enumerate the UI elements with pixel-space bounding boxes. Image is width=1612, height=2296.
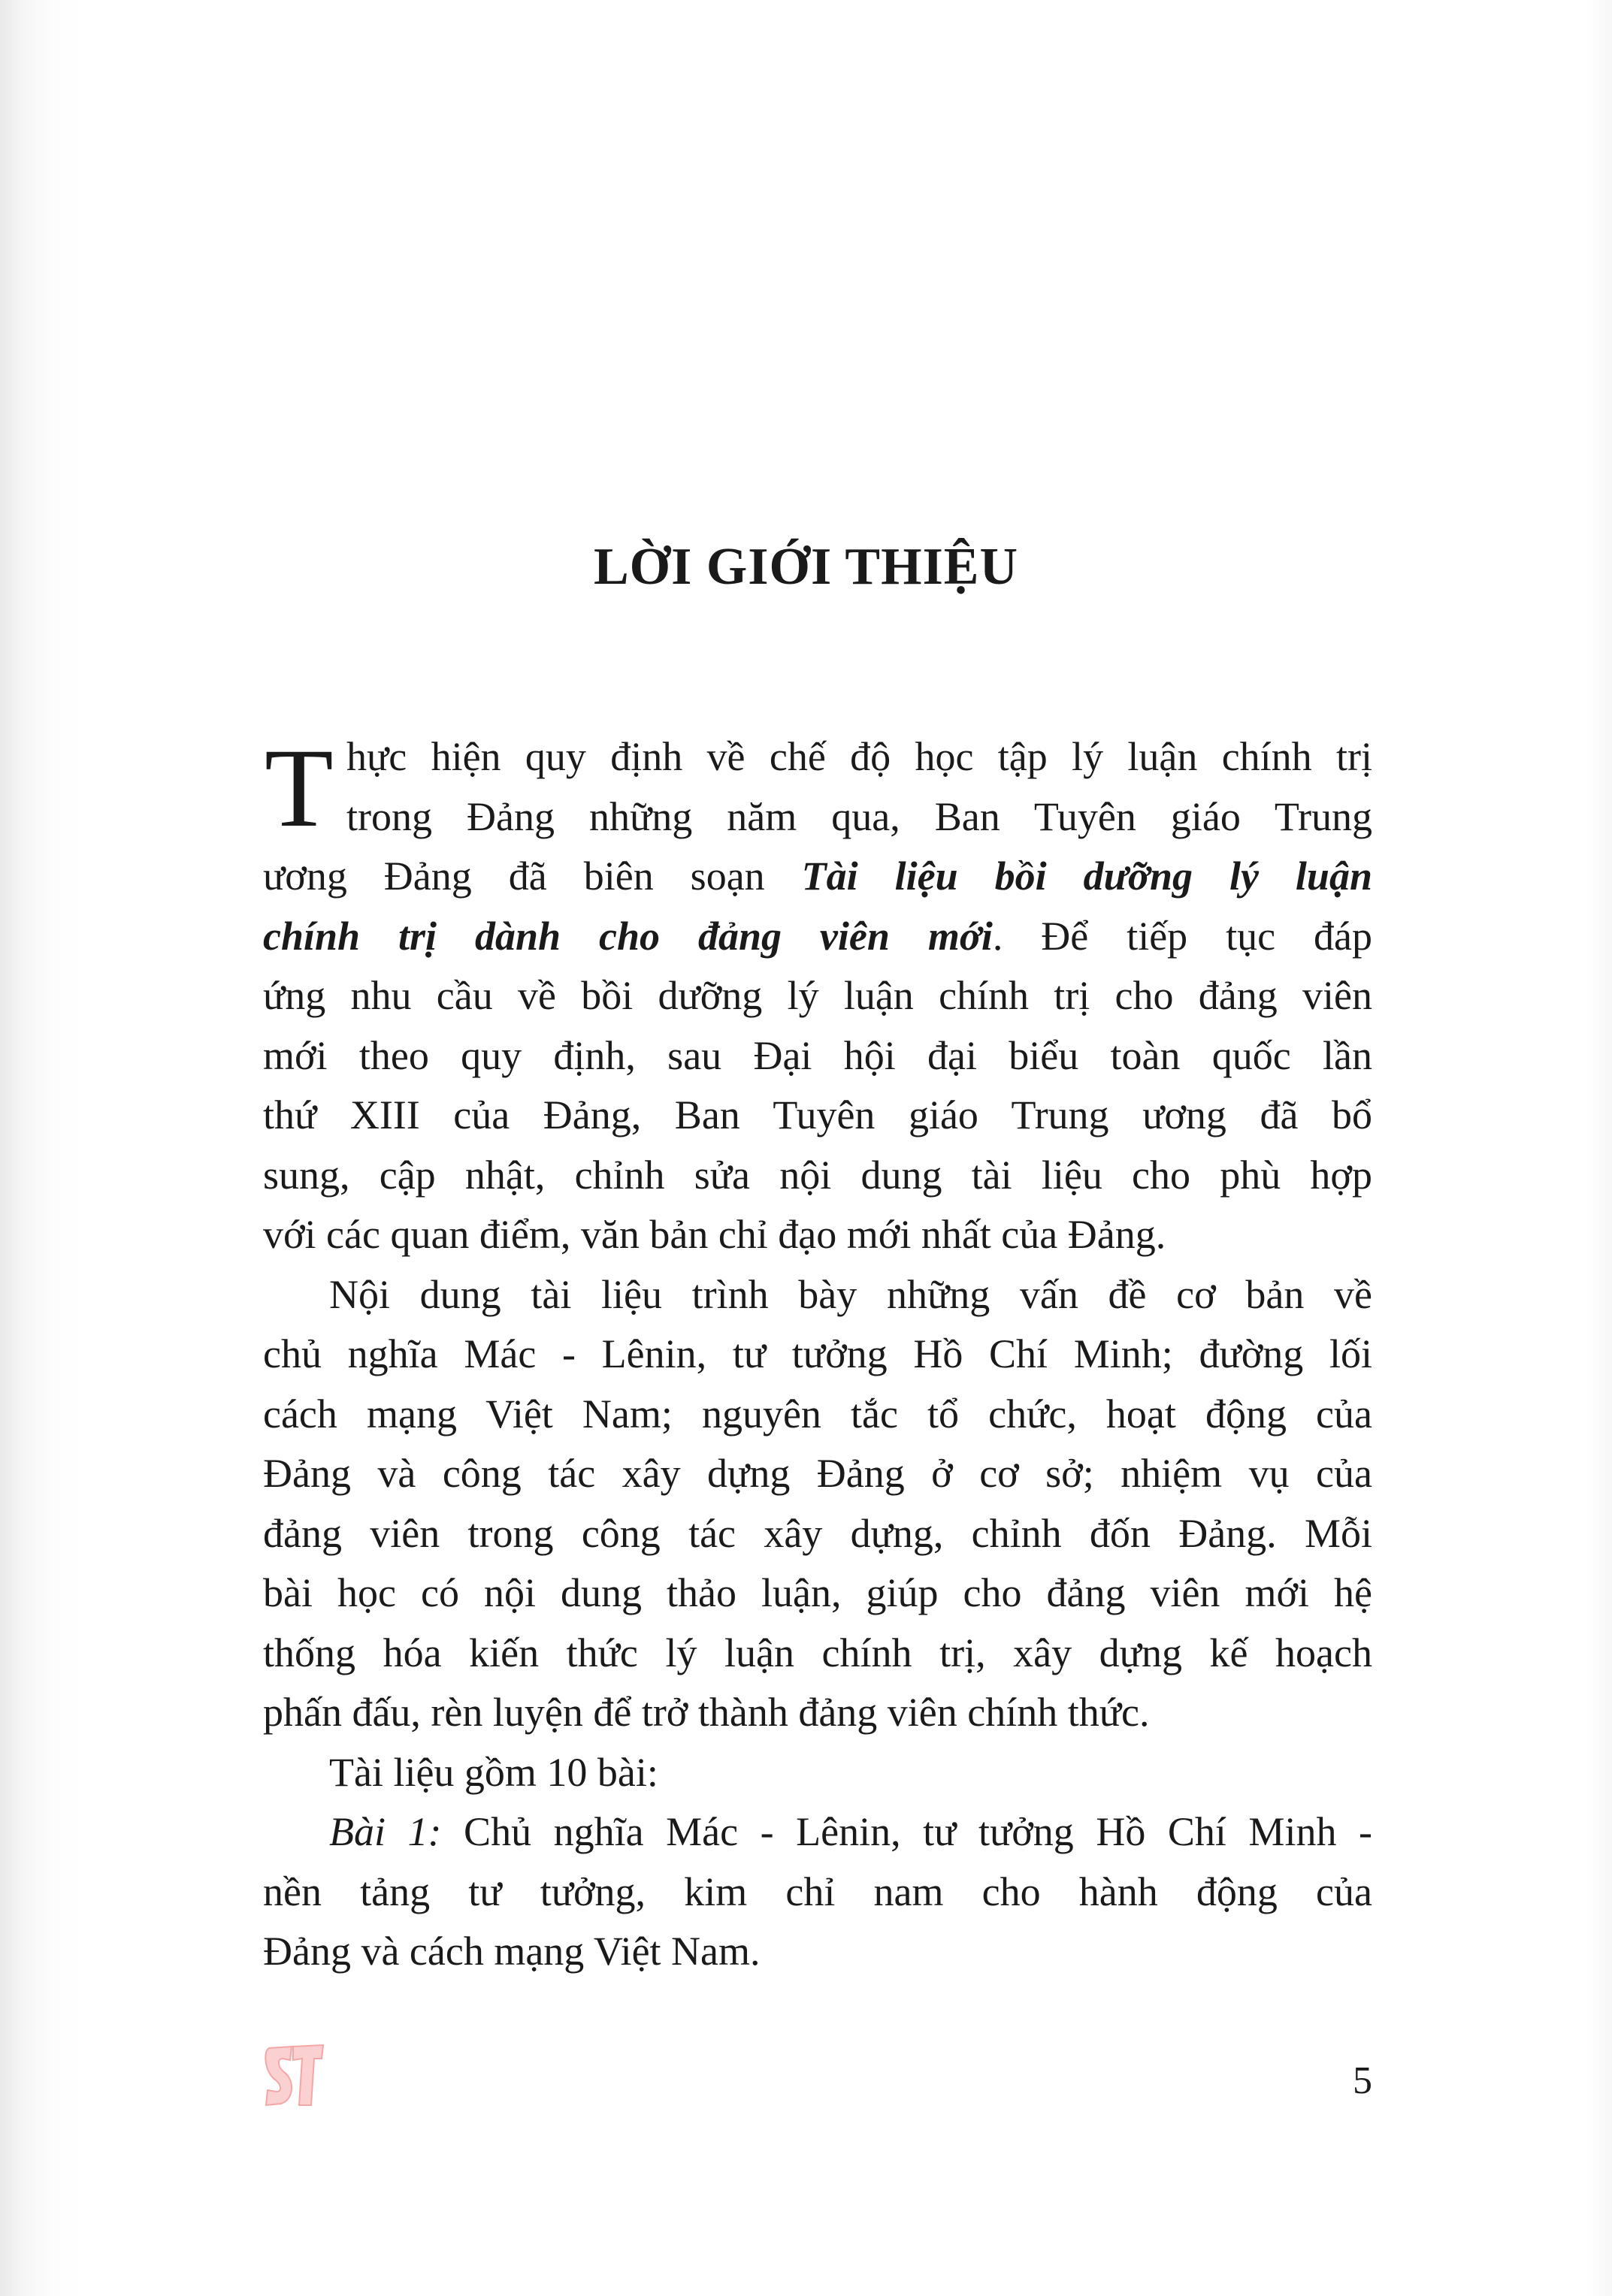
- emphasized-text: Bài 1:: [329, 1809, 442, 1854]
- publisher-logo-icon: [262, 2042, 325, 2108]
- text-segment: ứng nhu cầu về bồi dưỡng lý luận chính trị cho đảng viên: [263, 973, 1372, 1018]
- text-line: [263, 1086, 1372, 1146]
- text-segment: . Để tiếp tục đáp: [992, 913, 1372, 959]
- text-line: [263, 847, 1372, 907]
- text-line: [263, 787, 1372, 847]
- text-segment: sung, cập nhật, chỉnh sửa nội dung tài liệu cho phù hợp: [263, 1152, 1372, 1198]
- text-segment: đảng viên trong công tác xây dựng, chỉnh đốn Đảng. Mỗi: [263, 1510, 1372, 1556]
- emphasized-text: Tài liệu bồi dưỡng lý luận: [801, 853, 1372, 899]
- text-line: [263, 1563, 1372, 1624]
- text-segment: thống hóa kiến thức lý luận chính trị, xây dựng kế hoạch: [263, 1630, 1372, 1675]
- text-line: [263, 1504, 1372, 1564]
- text-segment: Tài liệu gồm 10 bài:: [329, 1749, 658, 1795]
- text-segment: cách mạng Việt Nam; nguyên tắc tổ chức, hoạt động của: [263, 1391, 1372, 1437]
- body-text: [263, 727, 1372, 1982]
- text-line: [263, 1862, 1372, 1923]
- text-line: [263, 1265, 1372, 1325]
- page-title: LỜI GIỚI THIỆU: [593, 538, 1019, 596]
- text-line: [263, 1922, 1372, 1982]
- text-segment: ương Đảng đã biên soạn: [263, 853, 802, 899]
- text-line: [263, 1683, 1372, 1743]
- text-line: [263, 1624, 1372, 1684]
- text-segment: nền tảng tư tưởng, kim chỉ nam cho hành động của: [263, 1869, 1372, 1914]
- text-line: [263, 727, 1372, 787]
- text-segment: mới theo quy định, sau Đại hội đại biểu toàn quốc lần: [263, 1032, 1372, 1078]
- text-segment: hực hiện quy định về chế độ học tập lý luận chính trị: [346, 734, 1372, 779]
- text-line: [263, 1026, 1372, 1086]
- text-segment: Nội dung tài liệu trình bày những vấn đề cơ bản về: [329, 1271, 1372, 1317]
- emphasized-text: chính trị dành cho đảng viên mới: [263, 913, 993, 959]
- text-line: [263, 1385, 1372, 1445]
- text-segment: với các quan điểm, văn bản chỉ đạo mới nhất của Đảng.: [263, 1212, 1166, 1257]
- text-line: [263, 1743, 1372, 1803]
- text-line: [263, 907, 1372, 967]
- text-line: [263, 1146, 1372, 1206]
- drop-cap: T: [265, 726, 334, 850]
- text-segment: Chủ nghĩa Mác - Lênin, tư tưởng Hồ Chí Minh -: [441, 1809, 1372, 1854]
- text-lines: [263, 727, 1372, 1982]
- text-segment: trong Đảng những năm qua, Ban Tuyên giáo Trung: [346, 793, 1372, 839]
- text-segment: thứ XIII của Đảng, Ban Tuyên giáo Trung ương đã bổ: [263, 1092, 1372, 1137]
- text-line: [263, 1205, 1372, 1265]
- text-segment: Đảng và cách mạng Việt Nam.: [263, 1929, 761, 1974]
- text-segment: phấn đấu, rèn luyện để trở thành đảng viên chính thức.: [263, 1690, 1150, 1735]
- text-line: [263, 966, 1372, 1026]
- text-line: [263, 1325, 1372, 1385]
- text-segment: Đảng và công tác xây dựng Đảng ở cơ sở; nhiệm vụ của: [263, 1451, 1372, 1496]
- text-line: [263, 1802, 1372, 1862]
- text-segment: bài học có nội dung thảo luận, giúp cho đảng viên mới hệ: [263, 1570, 1372, 1615]
- text-segment: chủ nghĩa Mác - Lênin, tư tưởng Hồ Chí Minh; đường lối: [263, 1331, 1372, 1376]
- page-number: 5: [1353, 2059, 1372, 2102]
- text-line: [263, 1444, 1372, 1504]
